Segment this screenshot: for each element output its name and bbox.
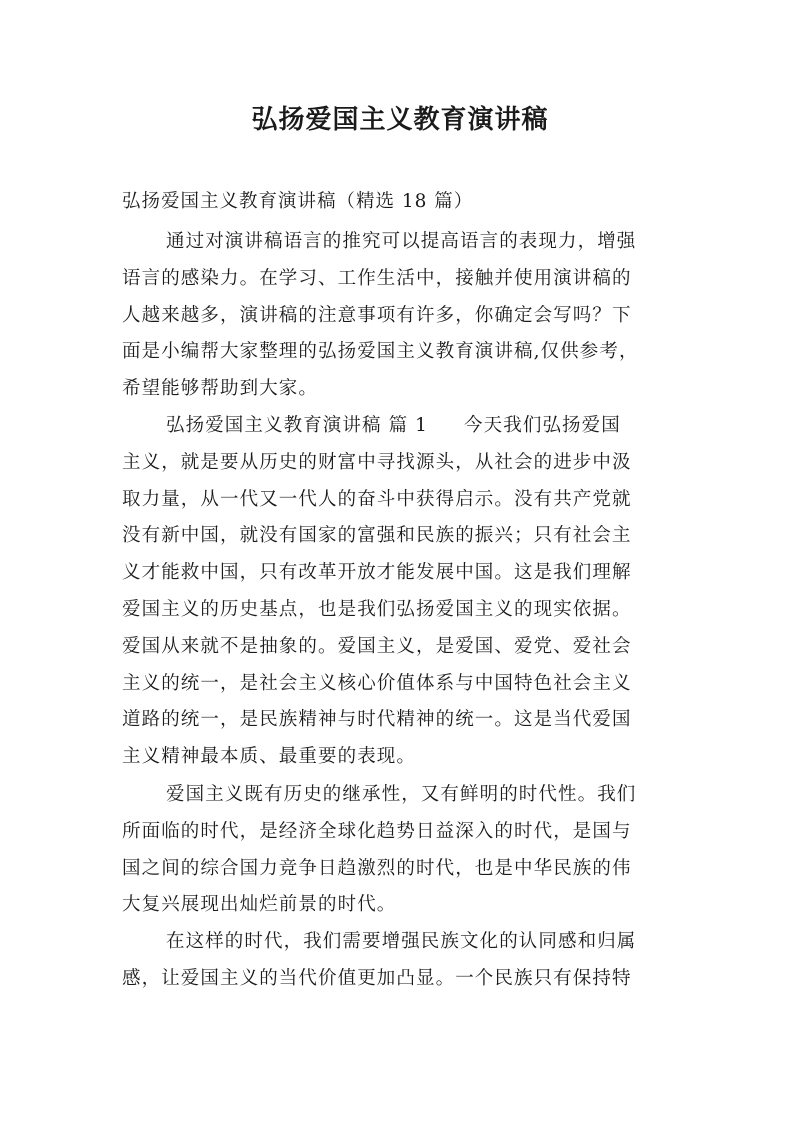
- section-heading: 弘扬爱国主义教育演讲稿 篇 1: [166, 415, 429, 436]
- paragraph-line: 通过对演讲稿语言的推究可以提高语言的表现力，增强: [166, 231, 637, 252]
- paragraph-line: 主义精神最本质、最重要的表现。: [122, 746, 417, 768]
- paragraph-line: 希望能够帮助到大家。: [122, 378, 319, 400]
- paragraph-line: 面是小编帮大家整理的弘扬爱国主义教育演讲稿,仅供参考，: [122, 341, 639, 363]
- paragraph-line: 大复兴展现出灿烂前景的时代。: [122, 894, 397, 916]
- paragraph-line: 人越来越多，演讲稿的注意事项有许多，你确定会写吗？下: [122, 304, 632, 326]
- paragraph-line: 主义，就是要从历史的财富中寻找源头，从社会的进步中汲: [122, 451, 632, 473]
- paragraph-line: 没有新中国，就没有国家的富强和民族的振兴；只有社会主: [122, 525, 632, 547]
- paragraph-line: 爱国主义的历史基点，也是我们弘扬爱国主义的现实依据。: [122, 598, 632, 620]
- paragraph-intro: [122, 224, 682, 408]
- paragraph-line: 语言的感染力。在学习、工作生活中，接触并使用演讲稿的: [122, 267, 632, 289]
- paragraph-line: [122, 408, 682, 445]
- paragraph-culture: [122, 924, 682, 998]
- document-subtitle: 弘扬爱国主义教育演讲稿（精选 18 篇）: [122, 191, 474, 212]
- paragraph-line: 所面临的时代，是经济全球化趋势日益深入的时代，是国与: [122, 820, 632, 842]
- paragraph-line: 爱国主义既有历史的继承性，又有鲜明的时代性。我们: [166, 784, 637, 805]
- paragraph-line: 道路的统一，是民族精神与时代精神的统一。这是当代爱国: [122, 709, 632, 731]
- paragraph-line: 义才能救中国，只有改革开放才能发展中国。这是我们理解: [122, 562, 632, 584]
- paragraph-line: 国之间的综合国力竞争日趋激烈的时代，也是中华民族的伟: [122, 857, 632, 879]
- paragraph-section-1: [122, 408, 682, 776]
- paragraph-line: 感，让爱国主义的当代价值更加凸显。一个民族只有保持特: [122, 967, 632, 989]
- paragraph-line: 主义的统一，是社会主义核心价值体系与中国特色社会主义: [122, 672, 632, 694]
- paragraph-line: 在这样的时代，我们需要增强民族文化的认同感和归属: [166, 931, 637, 952]
- paragraph-era: [122, 777, 682, 924]
- document-title: 弘扬爱国主义教育演讲稿: [251, 105, 549, 135]
- paragraph-line: 爱国从来就不是抽象的。爱国主义，是爱国、爱党、爱社会: [122, 635, 632, 657]
- section-first-line-text: 今天我们弘扬爱国: [464, 415, 621, 436]
- paragraph-line: 取力量，从一代又一代人的奋斗中获得启示。没有共产党就: [122, 488, 632, 510]
